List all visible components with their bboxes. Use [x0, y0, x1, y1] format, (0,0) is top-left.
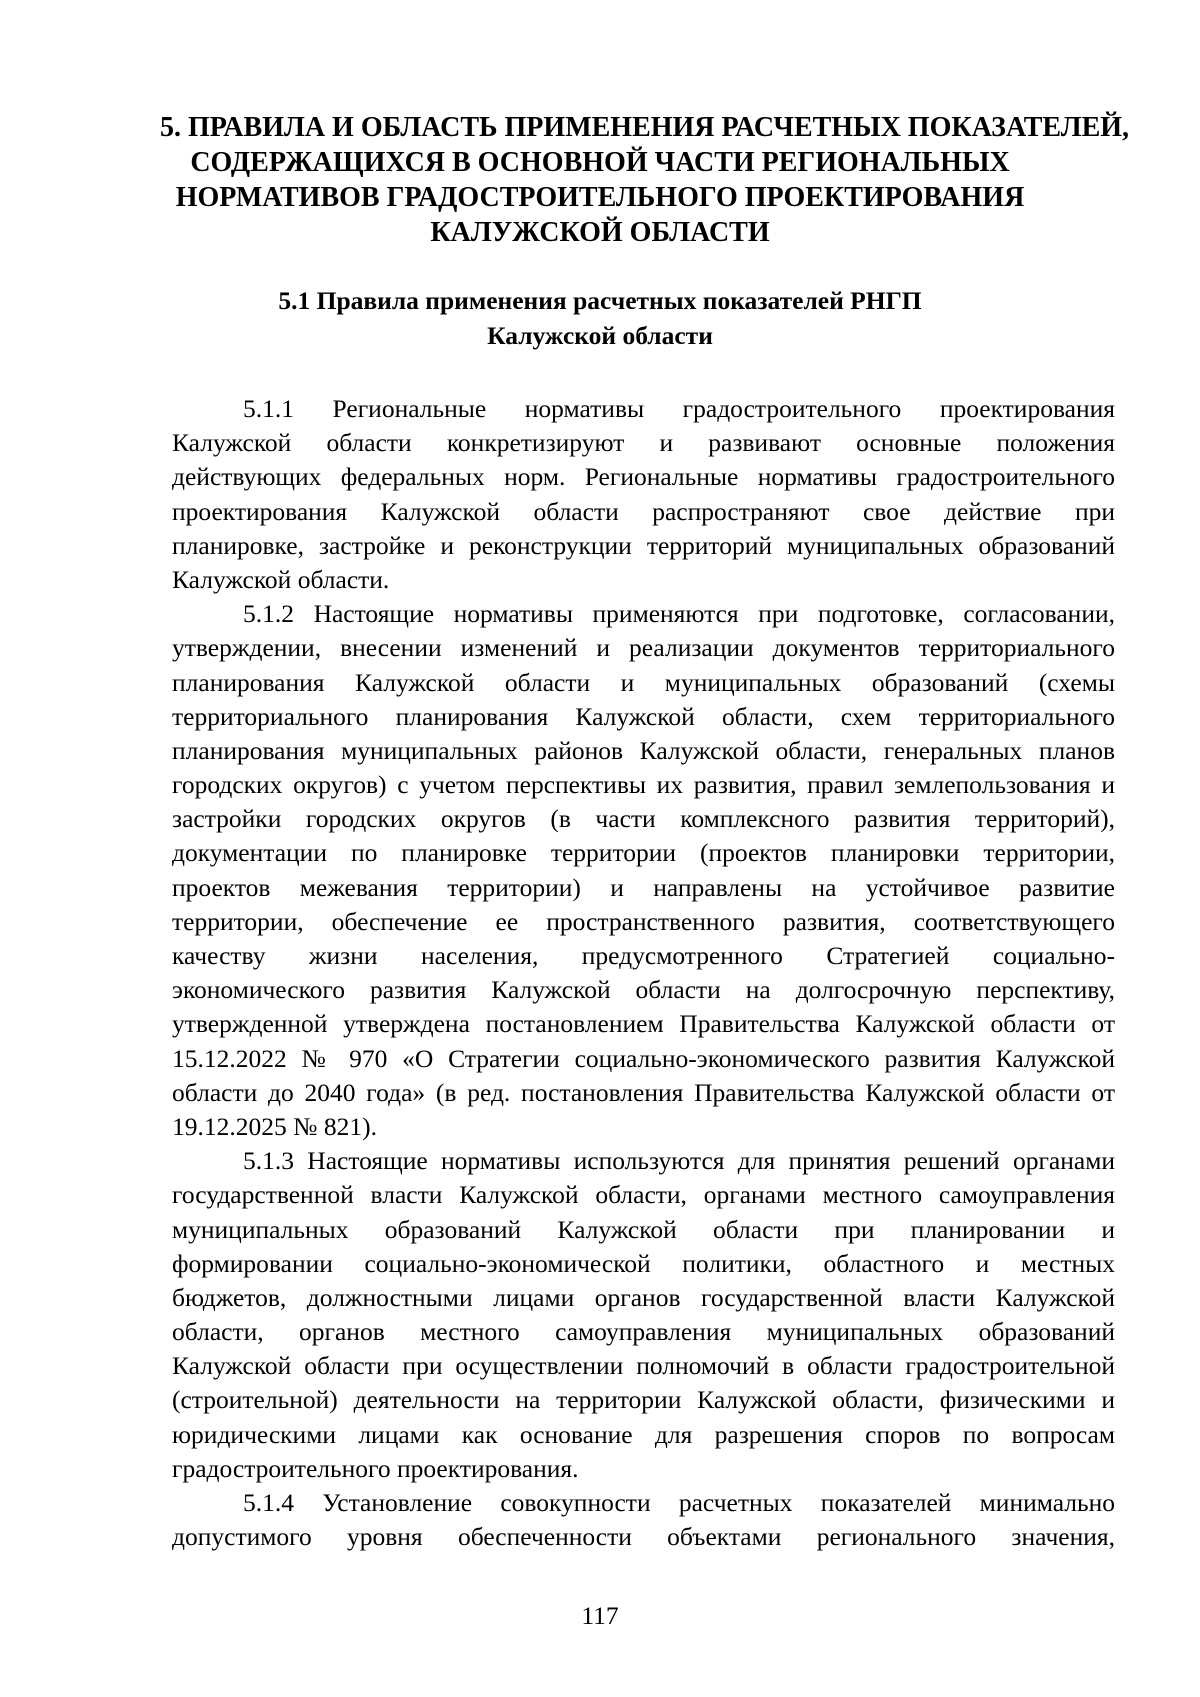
text-line: юридическими лицами как основание для разрешения споров по вопросам: [172, 1419, 1115, 1449]
text-line: городских округов) с учетом перспективы их развития, правил землепользования и: [172, 770, 1115, 800]
text-line: Калужской области конкретизируют и развивают основные положения: [172, 428, 1115, 458]
text-line: утвержденной утверждена постановлением Правительства Калужской области от: [172, 1009, 1115, 1039]
text-line: государственной власти Калужской области, органами местного самоуправления: [172, 1180, 1115, 1210]
subtitle-line: Калужской области: [487, 321, 713, 350]
text-line: территориального планирования Калужской области, схем территориального: [172, 701, 1115, 731]
text-line: 5.1.4 Установление совокупности расчетных показателей минимально: [243, 1488, 1115, 1517]
text-line: 5.1.3 Настоящие нормативы используются для принятия решений органами: [243, 1146, 1115, 1176]
text-line: планирования муниципальных районов Калужской области, генеральных планов: [172, 735, 1115, 765]
text-line: 5.1.2 Настоящие нормативы применяются при подготовке, согласовании,: [243, 599, 1115, 629]
text-line: 19.12.2025 № 821).: [172, 1111, 377, 1141]
section-title: [160, 110, 1130, 250]
paragraph: [172, 392, 1115, 597]
text-line: территории, обеспечение ее пространственного развития, соответствующего: [172, 906, 1115, 936]
title-line: КАЛУЖСКОЙ ОБЛАСТИ: [430, 217, 770, 248]
title-line: СОДЕРЖАЩИХСЯ В ОСНОВНОЙ ЧАСТИ РЕГИОНАЛЬНЫХ: [190, 147, 1010, 178]
text-line: застройки городских округов (в части комплексного развития территорий),: [172, 804, 1115, 834]
text-line: допустимого уровня обеспеченности объектами регионального значения,: [172, 1522, 1115, 1552]
text-line: действующих федеральных норм. Региональные нормативы градостроительного: [172, 462, 1115, 492]
text-line: планировке, застройке и реконструкции территорий муниципальных образований: [172, 530, 1115, 560]
body-text: [172, 392, 1115, 1554]
text-line: проектирования Калужской области распространяют свое действие при: [172, 496, 1115, 526]
text-line: проектов межевания территории) и направлены на устойчивое развитие: [172, 872, 1115, 902]
text-line: Калужской области.: [172, 564, 390, 594]
title-line: 5. ПРАВИЛА И ОБЛАСТЬ ПРИМЕНЕНИЯ РАСЧЕТНЫХ ПОКАЗАТЕЛЕЙ,: [160, 112, 1130, 143]
text-line: муниципальных образований Калужской области при планировании и: [172, 1214, 1115, 1244]
text-line: бюджетов, должностными лицами органов государственной власти Калужской: [172, 1282, 1115, 1312]
text-line: области, органов местного самоуправления муниципальных образований: [172, 1317, 1115, 1347]
text-line: документации по планировке территории (проектов планировки территории,: [172, 838, 1115, 868]
subsection-title: [160, 283, 1040, 353]
text-line: Калужской области при осуществлении полномочий в области градостроительной: [172, 1351, 1115, 1381]
text-line: формировании социально-экономической политики, областного и местных: [172, 1248, 1115, 1278]
text-line: качеству жизни населения, предусмотренного Стратегией социально-: [172, 941, 1115, 970]
paragraph: [172, 1144, 1115, 1486]
page-number: 117: [581, 1601, 619, 1630]
text-line: области до 2040 года» (в ред. постановления Правительства Калужской области от: [172, 1077, 1115, 1107]
subtitle-line: 5.1 Правила применения расчетных показателей РНГП: [278, 286, 922, 315]
text-line: планирования Калужской области и муниципальных образований (схемы: [172, 667, 1115, 697]
text-line: утверждении, внесении изменений и реализации документов территориального: [172, 633, 1115, 663]
paragraph: [172, 597, 1115, 1144]
text-line: 15.12.2022 № 970 «О Стратегии социально-экономического развития Калужской: [172, 1043, 1115, 1073]
text-line: градостроительного проектирования.: [172, 1453, 579, 1483]
text-line: 5.1.1 Региональные нормативы градостроительного проектирования: [243, 394, 1115, 423]
text-line: экономического развития Калужской области на долгосрочную перспективу,: [172, 975, 1115, 1005]
title-line: НОРМАТИВОВ ГРАДОСТРОИТЕЛЬНОГО ПРОЕКТИРОВАНИЯ: [175, 182, 1025, 213]
paragraph: [172, 1486, 1115, 1554]
text-line: (строительной) деятельности на территории Калужской области, физическими и: [172, 1385, 1115, 1415]
